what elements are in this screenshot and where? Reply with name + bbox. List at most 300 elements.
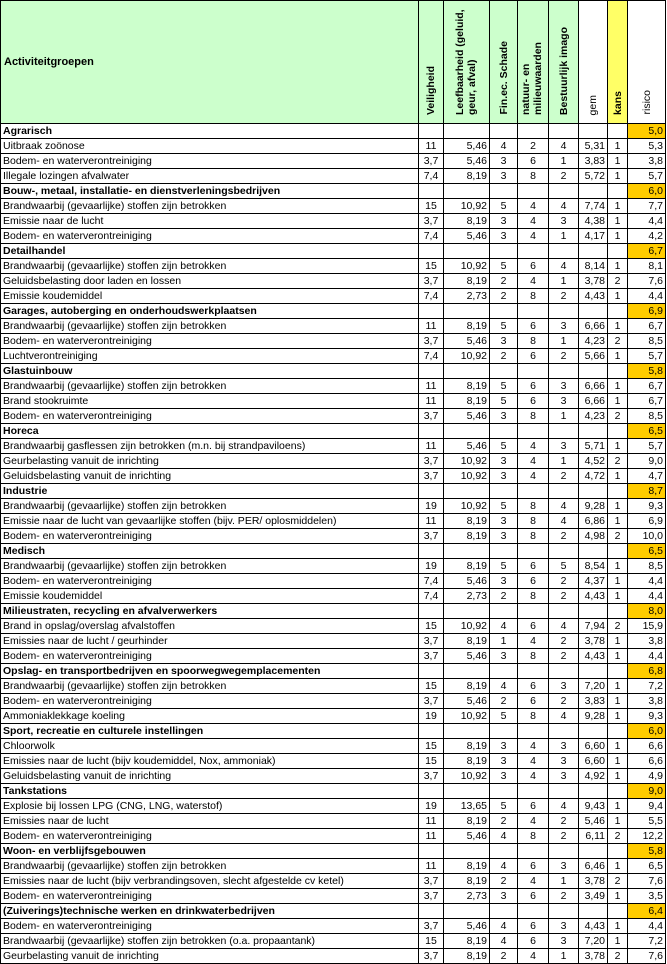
empty-cell [549,304,579,319]
empty-cell [549,124,579,139]
kans-cell: 1 [608,634,628,649]
empty-cell [419,484,444,499]
risico-cell: 8,5 [628,334,666,349]
natuur-cell: 4 [518,769,549,784]
group-name: Sport, recreatie en culturele instellingen [1,724,419,739]
finec-cell: 2 [490,694,518,709]
activity-cell: Emissie koudemiddel [1,589,419,604]
gem-cell: 6,86 [579,514,608,529]
table-row [1,439,666,454]
empty-cell [518,904,549,919]
table-row [1,739,666,754]
leefbaarheid-cell: 5,46 [444,154,490,169]
empty-cell [518,424,549,439]
kans-cell: 1 [608,574,628,589]
leefbaarheid-cell: 5,46 [444,439,490,454]
kans-cell: 1 [608,199,628,214]
empty-cell [518,544,549,559]
finec-cell: 4 [490,934,518,949]
empty-cell [579,124,608,139]
activity-cell: Brandwaarbij (gevaarlijke) stoffen zijn betrokken [1,259,419,274]
empty-cell [579,724,608,739]
leefbaarheid-cell: 8,19 [444,934,490,949]
imago-cell: 2 [549,649,579,664]
group-risico-cell: 5,8 [628,844,666,859]
activity-cell: Luchtverontreiniging [1,349,419,364]
activity-cell: Geluidsbelasting vanuit de inrichting [1,469,419,484]
risico-cell: 6,7 [628,394,666,409]
risico-cell: 10,0 [628,529,666,544]
activity-cell: Geluidsbelasting door laden en lossen [1,274,419,289]
gem-cell: 9,28 [579,499,608,514]
empty-cell [579,604,608,619]
empty-cell [490,904,518,919]
natuur-cell: 4 [518,229,549,244]
kans-cell: 1 [608,679,628,694]
activity-cell: Brandwaarbij (gevaarlijke) stoffen zijn betrokken [1,199,419,214]
group-risico-cell: 6,4 [628,904,666,919]
natuur-cell: 6 [518,319,549,334]
gem-cell: 6,60 [579,754,608,769]
gem-cell: 6,66 [579,319,608,334]
table-row [1,229,666,244]
group-name: Milieustraten, recycling en afvalverwerkers [1,604,419,619]
risico-cell: 4,4 [628,289,666,304]
risico-cell: 4,4 [628,919,666,934]
natuur-cell: 6 [518,559,549,574]
kans-cell: 1 [608,859,628,874]
activity-cell: Brandwaarbij (gevaarlijke) stoffen zijn betrokken [1,379,419,394]
risico-cell: 4,4 [628,589,666,604]
activity-cell: Bodem- en waterverontreiniging [1,409,419,424]
table-row [1,589,666,604]
natuur-cell: 4 [518,274,549,289]
empty-cell [608,484,628,499]
imago-cell: 3 [549,679,579,694]
finec-cell: 2 [490,289,518,304]
empty-cell [444,784,490,799]
group-risico-cell: 6,0 [628,184,666,199]
table-row [1,874,666,889]
finec-cell: 4 [490,679,518,694]
group-row [1,664,666,679]
veiligheid-cell: 15 [419,754,444,769]
leefbaarheid-cell: 5,46 [444,829,490,844]
empty-cell [419,664,444,679]
empty-cell [490,604,518,619]
leefbaarheid-cell: 8,19 [444,949,490,964]
header-kans: kans [608,1,628,124]
empty-cell [579,844,608,859]
header-risico: risico [628,1,666,124]
gem-cell: 7,74 [579,199,608,214]
risico-cell: 15,9 [628,619,666,634]
header-activiteitgroepen: Activiteitgroepen [1,1,419,124]
imago-cell: 2 [549,289,579,304]
gem-cell: 7,20 [579,679,608,694]
finec-cell: 2 [490,589,518,604]
group-name: Garages, autoberging en onderhoudswerkplaatsen [1,304,419,319]
leefbaarheid-cell: 10,92 [444,619,490,634]
empty-cell [518,664,549,679]
finec-cell: 2 [490,814,518,829]
empty-cell [608,244,628,259]
finec-cell: 5 [490,199,518,214]
finec-cell: 1 [490,634,518,649]
empty-cell [444,724,490,739]
group-row [1,244,666,259]
natuur-cell: 4 [518,439,549,454]
activity-cell: Emissies naar de lucht (bijv verbrandingsoven, slecht afgestelde cv ketel) [1,874,419,889]
natuur-cell: 6 [518,934,549,949]
activity-cell: Brandwaarbij (gevaarlijke) stoffen zijn betrokken [1,859,419,874]
group-name: (Zuiverings)technische werken en drinkwaterbedrijven [1,904,419,919]
empty-cell [490,844,518,859]
natuur-cell: 6 [518,859,549,874]
kans-cell: 1 [608,814,628,829]
veiligheid-cell: 3,7 [419,334,444,349]
veiligheid-cell: 11 [419,319,444,334]
imago-cell: 4 [549,709,579,724]
header-veiligheid: Veiligheid [419,1,444,124]
kans-cell: 1 [608,499,628,514]
imago-cell: 2 [549,589,579,604]
table-row [1,949,666,964]
table-row [1,139,666,154]
group-row [1,484,666,499]
gem-cell: 6,60 [579,739,608,754]
risico-cell: 7,2 [628,934,666,949]
finec-cell: 3 [490,214,518,229]
group-risico-cell: 6,0 [628,724,666,739]
empty-cell [608,424,628,439]
finec-cell: 3 [490,229,518,244]
empty-cell [579,904,608,919]
risico-cell: 12,2 [628,829,666,844]
natuur-cell: 6 [518,799,549,814]
finec-cell: 2 [490,349,518,364]
activity-cell: Emissies naar de lucht (bijv koudemiddel, Nox, ammoniak) [1,754,419,769]
veiligheid-cell: 3,7 [419,889,444,904]
kans-cell: 1 [608,289,628,304]
finec-cell: 5 [490,394,518,409]
gem-cell: 8,54 [579,559,608,574]
group-name: Industrie [1,484,419,499]
gem-cell: 4,72 [579,469,608,484]
imago-cell: 1 [549,409,579,424]
empty-cell [444,904,490,919]
leefbaarheid-cell: 8,19 [444,169,490,184]
kans-cell: 2 [608,529,628,544]
activity-cell: Emissies naar de lucht / geurhinder [1,634,419,649]
empty-cell [490,244,518,259]
table-row [1,529,666,544]
kans-cell: 1 [608,394,628,409]
group-risico-cell: 5,8 [628,364,666,379]
empty-cell [490,544,518,559]
veiligheid-cell: 11 [419,379,444,394]
activity-cell: Geurbelasting vanuit de inrichting [1,949,419,964]
gem-cell: 4,43 [579,289,608,304]
veiligheid-cell: 3,7 [419,919,444,934]
finec-cell: 4 [490,919,518,934]
risico-cell: 4,4 [628,574,666,589]
veiligheid-cell: 19 [419,499,444,514]
activity-cell: Brandwaarbij (gevaarlijke) stoffen zijn betrokken [1,499,419,514]
activity-cell: Bodem- en waterverontreiniging [1,229,419,244]
empty-cell [579,184,608,199]
risico-cell: 3,8 [628,154,666,169]
natuur-cell: 8 [518,529,549,544]
table-row [1,574,666,589]
empty-cell [608,364,628,379]
group-risico-cell: 8,7 [628,484,666,499]
veiligheid-cell: 19 [419,799,444,814]
table-row [1,469,666,484]
gem-cell: 5,71 [579,439,608,454]
empty-cell [549,364,579,379]
table-row [1,919,666,934]
kans-cell: 1 [608,694,628,709]
imago-cell: 1 [549,874,579,889]
empty-cell [518,844,549,859]
group-name: Agrarisch [1,124,419,139]
kans-cell: 1 [608,349,628,364]
empty-cell [490,124,518,139]
leefbaarheid-cell: 5,46 [444,919,490,934]
gem-cell: 4,17 [579,229,608,244]
activity-cell: Bodem- en waterverontreiniging [1,649,419,664]
kans-cell: 2 [608,829,628,844]
empty-cell [549,604,579,619]
veiligheid-cell: 11 [419,514,444,529]
veiligheid-cell: 15 [419,619,444,634]
empty-cell [419,844,444,859]
finec-cell: 2 [490,274,518,289]
leefbaarheid-cell: 8,19 [444,739,490,754]
leefbaarheid-cell: 10,92 [444,769,490,784]
finec-cell: 4 [490,829,518,844]
finec-cell: 3 [490,334,518,349]
empty-cell [579,484,608,499]
imago-cell: 4 [549,259,579,274]
empty-cell [444,304,490,319]
leefbaarheid-cell: 13,65 [444,799,490,814]
empty-cell [518,364,549,379]
empty-cell [549,484,579,499]
leefbaarheid-cell: 10,92 [444,709,490,724]
veiligheid-cell: 3,7 [419,529,444,544]
risico-cell: 4,2 [628,229,666,244]
veiligheid-cell: 3,7 [419,214,444,229]
finec-cell: 5 [490,709,518,724]
natuur-cell: 8 [518,169,549,184]
gem-cell: 4,43 [579,649,608,664]
finec-cell: 5 [490,319,518,334]
empty-cell [490,364,518,379]
empty-cell [608,304,628,319]
table-row [1,559,666,574]
activity-cell: Brandwaarbij (gevaarlijke) stoffen zijn betrokken (o.a. propaantank) [1,934,419,949]
kans-cell: 1 [608,799,628,814]
leefbaarheid-cell: 8,19 [444,634,490,649]
veiligheid-cell: 11 [419,394,444,409]
leefbaarheid-cell: 5,46 [444,409,490,424]
imago-cell: 2 [549,469,579,484]
risico-cell: 6,6 [628,754,666,769]
gem-cell: 9,28 [579,709,608,724]
header-finec-schade: Fin.ec. Schade [490,1,518,124]
empty-cell [518,184,549,199]
leefbaarheid-cell: 8,19 [444,529,490,544]
kans-cell: 1 [608,649,628,664]
table-row [1,154,666,169]
group-name: Bouw-, metaal, installatie- en dienstverleningsbedrijven [1,184,419,199]
natuur-cell: 8 [518,829,549,844]
table-row [1,679,666,694]
natuur-cell: 4 [518,739,549,754]
table-row [1,709,666,724]
imago-cell: 3 [549,439,579,454]
finec-cell: 5 [490,499,518,514]
leefbaarheid-cell: 5,46 [444,649,490,664]
table-row [1,289,666,304]
kans-cell: 1 [608,514,628,529]
empty-cell [419,604,444,619]
risico-cell: 5,7 [628,439,666,454]
leefbaarheid-cell: 5,46 [444,694,490,709]
leefbaarheid-cell: 10,92 [444,259,490,274]
empty-cell [549,544,579,559]
kans-cell: 1 [608,379,628,394]
empty-cell [518,244,549,259]
finec-cell: 3 [490,454,518,469]
natuur-cell: 6 [518,919,549,934]
group-row [1,904,666,919]
imago-cell: 2 [549,814,579,829]
table-row [1,454,666,469]
activity-cell: Brand stookruimte [1,394,419,409]
imago-cell: 1 [549,274,579,289]
risico-cell: 9,4 [628,799,666,814]
empty-cell [518,304,549,319]
gem-cell: 4,38 [579,214,608,229]
imago-cell: 4 [549,499,579,514]
gem-cell: 4,98 [579,529,608,544]
imago-cell: 3 [549,754,579,769]
empty-cell [608,664,628,679]
finec-cell: 5 [490,799,518,814]
leefbaarheid-cell: 5,46 [444,574,490,589]
finec-cell: 3 [490,529,518,544]
empty-cell [419,184,444,199]
natuur-cell: 6 [518,694,549,709]
veiligheid-cell: 15 [419,199,444,214]
activity-cell: Bodem- en waterverontreiniging [1,529,419,544]
activity-cell: Bodem- en waterverontreiniging [1,154,419,169]
kans-cell: 1 [608,709,628,724]
activity-cell: Emissies naar de lucht [1,814,419,829]
natuur-cell: 6 [518,679,549,694]
empty-cell [608,844,628,859]
empty-cell [419,364,444,379]
veiligheid-cell: 11 [419,829,444,844]
risico-cell: 8,5 [628,409,666,424]
empty-cell [549,244,579,259]
empty-cell [444,184,490,199]
leefbaarheid-cell: 2,73 [444,589,490,604]
imago-cell: 2 [549,889,579,904]
risico-cell: 7,6 [628,949,666,964]
group-risico-cell: 5,0 [628,124,666,139]
empty-cell [518,724,549,739]
imago-cell: 3 [549,859,579,874]
veiligheid-cell: 7,4 [419,589,444,604]
leefbaarheid-cell: 10,92 [444,199,490,214]
risico-cell: 6,7 [628,379,666,394]
leefbaarheid-cell: 8,19 [444,859,490,874]
header-bestuurlijk-imago: Bestuurlijk imago [549,1,579,124]
kans-cell: 1 [608,139,628,154]
risico-cell: 4,4 [628,214,666,229]
table-body [1,124,666,964]
table-row [1,799,666,814]
leefbaarheid-cell: 8,19 [444,274,490,289]
natuur-cell: 2 [518,139,549,154]
natuur-cell: 4 [518,469,549,484]
empty-cell [518,604,549,619]
activity-cell: Bodem- en waterverontreiniging [1,334,419,349]
imago-cell: 3 [549,379,579,394]
veiligheid-cell: 15 [419,259,444,274]
activity-cell: Illegale lozingen afvalwater [1,169,419,184]
empty-cell [608,724,628,739]
kans-cell: 1 [608,439,628,454]
table-row [1,694,666,709]
table-row [1,814,666,829]
empty-cell [518,784,549,799]
veiligheid-cell: 7,4 [419,574,444,589]
kans-cell: 1 [608,214,628,229]
table-row [1,259,666,274]
natuur-cell: 4 [518,949,549,964]
kans-cell: 1 [608,229,628,244]
gem-cell: 4,43 [579,919,608,934]
table-row [1,169,666,184]
gem-cell: 4,92 [579,769,608,784]
table-row [1,394,666,409]
veiligheid-cell: 11 [419,859,444,874]
empty-cell [444,364,490,379]
natuur-cell: 6 [518,889,549,904]
empty-cell [579,424,608,439]
imago-cell: 1 [549,334,579,349]
risico-cell: 9,3 [628,499,666,514]
header-leefbaarheid: Leefbaarheid (geluid, geur, afval) [444,1,490,124]
veiligheid-cell: 3,7 [419,274,444,289]
gem-cell: 9,43 [579,799,608,814]
finec-cell: 5 [490,439,518,454]
veiligheid-cell: 3,7 [419,949,444,964]
kans-cell: 2 [608,619,628,634]
gem-cell: 3,49 [579,889,608,904]
natuur-cell: 4 [518,634,549,649]
empty-cell [518,124,549,139]
finec-cell: 3 [490,889,518,904]
risico-cell: 9,0 [628,454,666,469]
table-row [1,859,666,874]
gem-cell: 3,78 [579,949,608,964]
